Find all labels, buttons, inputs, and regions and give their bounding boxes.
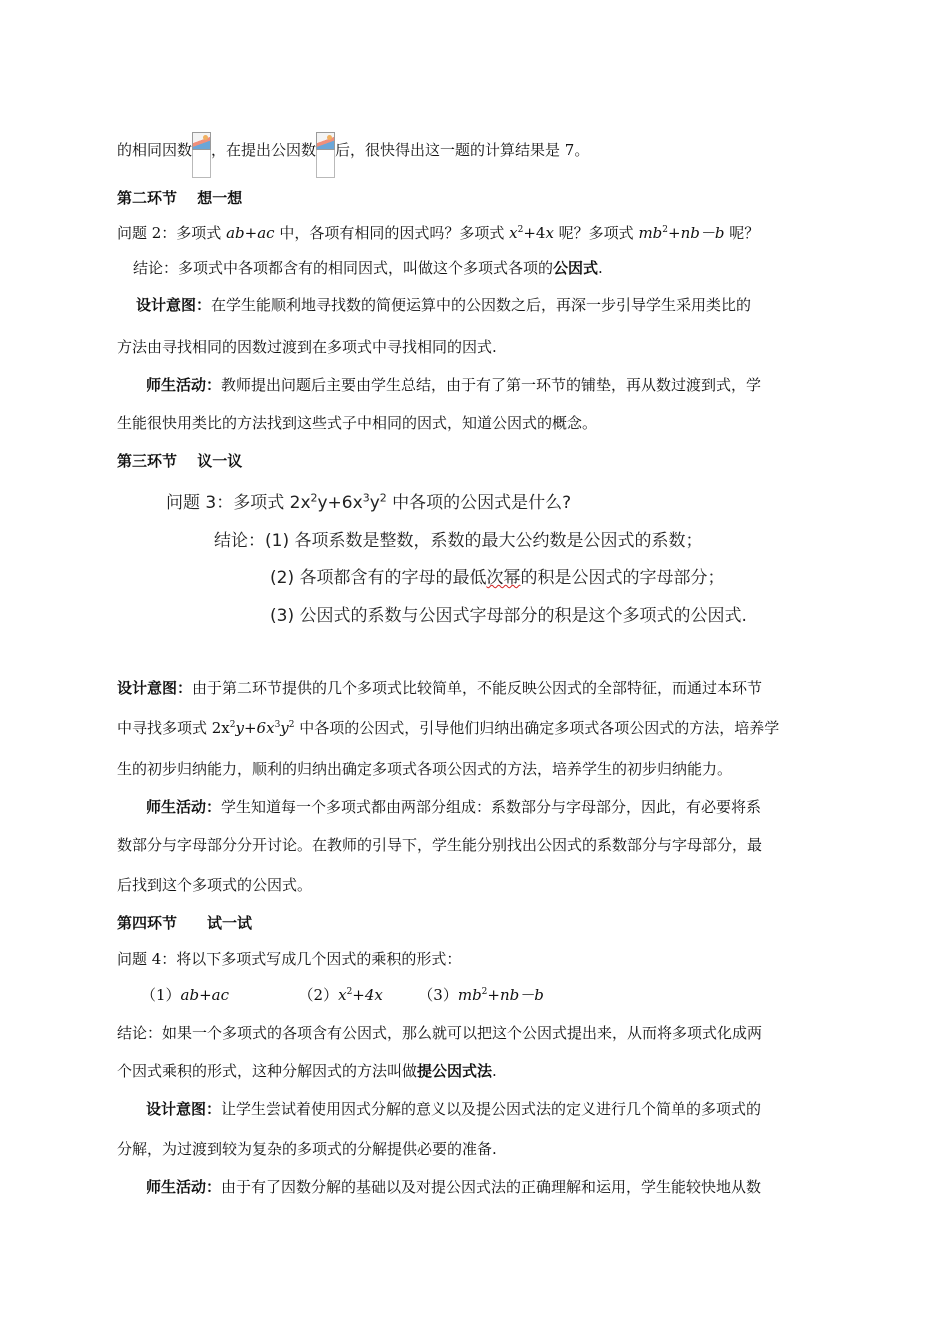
design-intent-3-cont2: 生的初步归纳能力，顺利的归纳出确定多项式各项公因式的方法，培养学生的初步归纳能力。 — [117, 760, 733, 778]
conclusion-3-item-2: (2) 各项都含有的字母的最低次幂的积是公因式的字母部分； — [270, 568, 725, 588]
design-intent-3-cont: 中寻找多项式 $2x^2y+6x^3y^2$ 中各项的公因式，引导他们归纳出确定多项式各项公因式的方法，培养学 — [117, 719, 780, 737]
design-intent-4-cont: 分解，为过渡到较为复杂的多项式的分解提供必要的准备. — [117, 1140, 497, 1158]
conclusion-3-item-1: 结论：(1) 各项系数是整数，系数的最大公约数是公因式的系数； — [214, 531, 703, 551]
text: ，在提出公因数 — [211, 141, 317, 159]
question-3-text: 问题 3：多项式 $2x^2y+6x^3y^2$ 中各项的公因式是什么? — [166, 491, 572, 513]
conclusion-4: 结论：如果一个多项式的各项含有公因式，那么就可以把这个公因式提出来，从而将多项式化成两 — [117, 1024, 763, 1042]
activity-2-cont: 生能很快用类比的方法找到这些式子中相同的因式，知道公因式的概念。 — [117, 414, 598, 432]
section-2-heading: 第二环节 想一想 — [117, 189, 243, 207]
question-4-items: （1）ab+ac $(2)x^2+4x$ $(3)mb^2+nb-b$ — [141, 986, 544, 1004]
activity-3-cont2: 后找到这个多项式的公因式。 — [117, 876, 313, 894]
text: 的相同因数 — [117, 141, 193, 159]
section-3-heading: 第三环节 议一议 — [117, 452, 243, 470]
conclusion-4-cont: 个因式乘积的形式，这种分解因式的方法叫做提公因式法. — [117, 1062, 497, 1080]
question-4: 问题 4：将以下多项式写成几个因式的乘积的形式： — [117, 950, 462, 968]
design-intent-3: 设计意图：由于第二环节提供的几个多项式比较简单，不能反映公因式的全部特征，而通过本环节 — [117, 679, 763, 697]
question-2: 问题 2：多项式 ab+ac 中，各项有相同的因式吗？多项式 $x^2+4x$ 呢？多项式 $mb^2+nb-b$ 呢？ — [117, 224, 760, 242]
image-placeholder-icon — [192, 132, 211, 178]
design-intent-2: 设计意图：在学生能顺利地寻找数的简便运算中的公因数之后，再深一步引导学生采用类比的 — [136, 296, 752, 314]
section-4-heading: 第四环节 试一试 — [117, 914, 253, 932]
para-1 — [117, 140, 837, 178]
conclusion-3-item-3: (3) 公因式的系数与公因式字母部分的积是这个多项式的公因式. — [270, 606, 747, 626]
text: 后，很快得出这一题的计算结果是 7。 — [335, 141, 590, 159]
conclusion-2: 结论：多项式中各项都含有的相同因式，叫做这个多项式各项的公因式. — [133, 259, 603, 277]
activity-2: 师生活动：教师提出问题后主要由学生总结，由于有了第一环节的铺垫，再从数过渡到式，学 — [146, 376, 762, 394]
design-intent-4: 设计意图：让学生尝试着使用因式分解的意义以及提公因式法的定义进行几个简单的多项式的 — [146, 1100, 762, 1118]
activity-3: 师生活动：学生知道每一个多项式都由两部分组成：系数部分与字母部分，因此，有必要将系 — [146, 798, 762, 816]
activity-3-cont: 数部分与字母部分分开讨论。在教师的引导下，学生能分别找出公因式的系数部分与字母部分，最 — [117, 836, 763, 854]
design-intent-2-cont: 方法由寻找相同的因数过渡到在多项式中寻找相同的因式. — [117, 338, 497, 356]
image-placeholder-icon — [316, 132, 335, 178]
activity-4: 师生活动：由于有了因数分解的基础以及对提公因式法的正确理解和运用，学生能较快地从数 — [146, 1178, 762, 1196]
